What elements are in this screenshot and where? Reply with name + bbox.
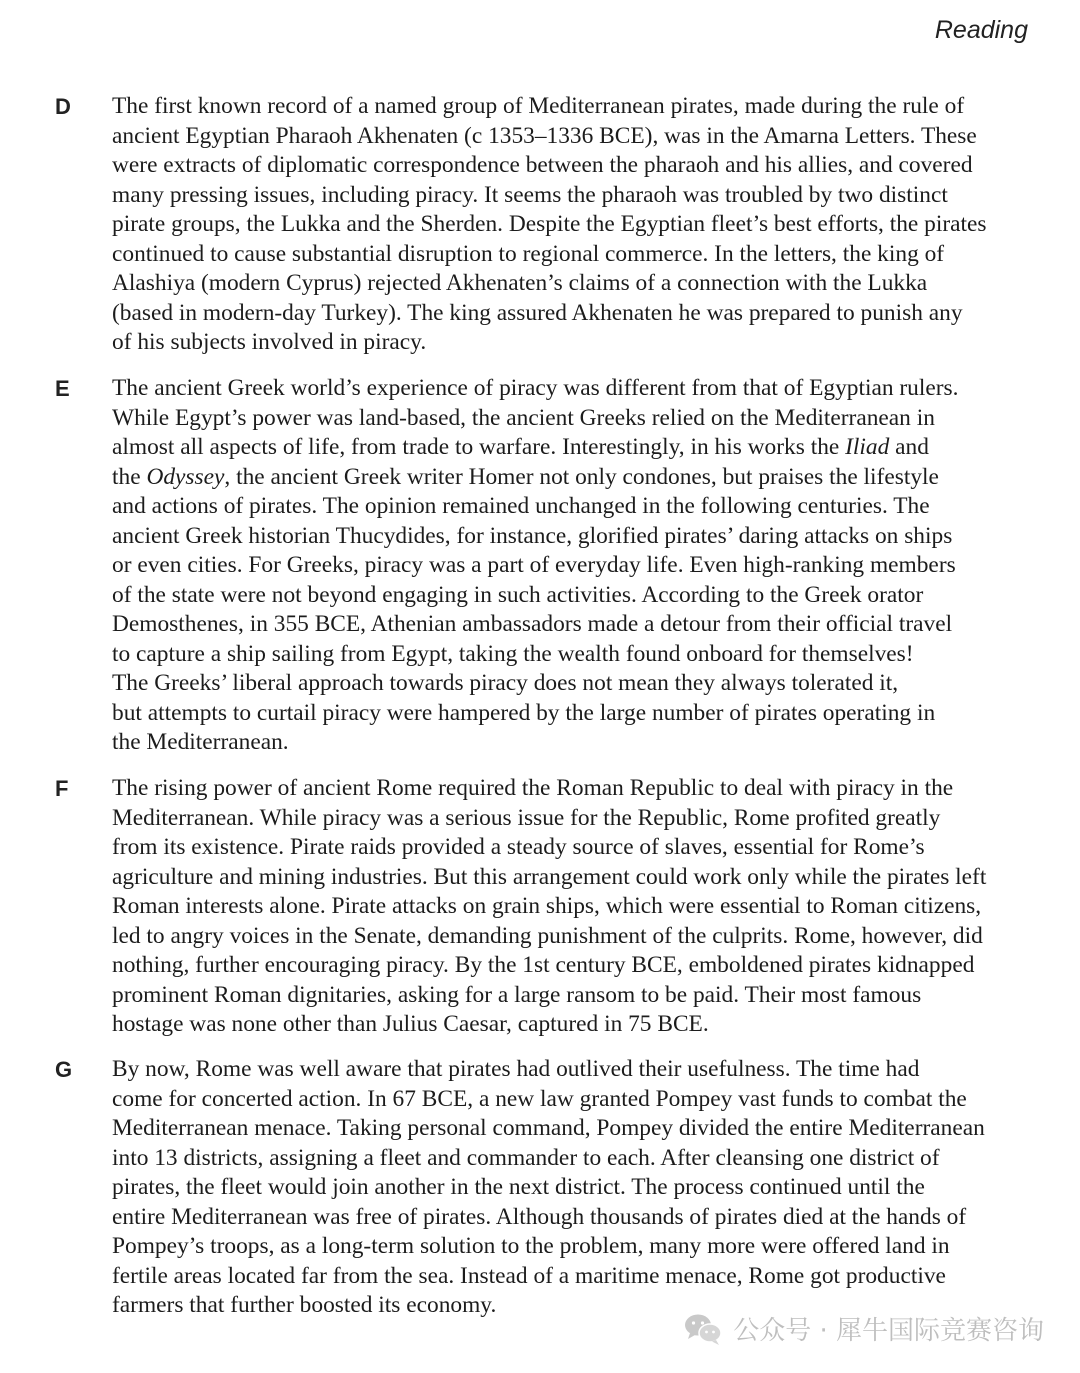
paragraph-letter: D [55, 94, 71, 119]
text-line [112, 463, 1032, 493]
paragraph-letter: F [55, 776, 69, 801]
text-line: Alashiya (modern Cyprus) rejected Akhenaten’s claims of a connection with the Lukka [112, 270, 928, 296]
text-line: pirates, the fleet would join another in the next district. The process continued until the [112, 1174, 925, 1200]
text-line: led to angry voices in the Senate, demanding punishment of the culprits. Rome, however, did [112, 922, 983, 949]
text-line: ancient Greek historian Thucydides, for instance, glorified pirates’ daring attacks on ships [112, 522, 953, 549]
work-title-odyssey: Odyssey [146, 463, 225, 490]
text-line: continued to cause substantial disruption to regional commerce. In the letters, the king of [112, 240, 945, 267]
text-line: or even cities. For Greeks, piracy was a part of everyday life. Even high-ranking members [112, 552, 956, 578]
text-line: to capture a ship sailing from Egypt, taking the wealth found onboard for themselves! [112, 640, 914, 667]
text-line: The ancient Greek world’s experience of piracy was different from that of Egyptian rulers. [112, 375, 959, 401]
paragraph-text [112, 92, 1032, 358]
text-line: were extracts of diplomatic correspondence between the pharaoh and his allies, and covered [112, 152, 973, 178]
watermark [683, 1310, 1044, 1347]
paragraph-text [112, 374, 1032, 758]
text-line: Pompey’s troops, as a long-term solution to the problem, many more were offered land in [112, 1233, 950, 1259]
text-line: come for concerted action. In 67 BCE, a new law granted Pompey vast funds to combat the [112, 1085, 967, 1112]
text-line: from its existence. Pirate raids provided a steady source of slaves, essential for Rome’s [112, 834, 925, 860]
paragraph-text [112, 1055, 1032, 1321]
work-title-iliad: Iliad [845, 434, 890, 460]
text-line: into 13 districts, assigning a fleet and commander to each. After cleansing one district of [112, 1144, 940, 1171]
watermark-text: 公众号 · 犀牛国际竞赛咨询 [733, 1316, 1044, 1346]
text-line [112, 433, 1032, 463]
text-line: Mediterranean. While piracy was a serious issue for the Republic, Rome profited greatly [112, 804, 941, 831]
text-line: The rising power of ancient Rome required the Roman Republic to deal with piracy in the [112, 775, 954, 801]
paragraph-letter: E [55, 376, 70, 401]
text-line: of his subjects involved in piracy. [112, 329, 427, 355]
wechat-icon [683, 1312, 723, 1346]
text-line: Roman interests alone. Pirate attacks on grain ships, which were essential to Roman citizens, [112, 893, 982, 919]
text-segment: almost all aspects of life, from trade to warfare. Interestingly, in his works the [112, 434, 846, 460]
text-line: but attempts to curtail piracy were hampered by the large number of pirates operating in [112, 699, 936, 726]
text-segment: and [889, 434, 929, 460]
text-line: The first known record of a named group of Mediterranean pirates, made during the rule of [112, 93, 965, 119]
text-segment: the [112, 463, 147, 490]
text-line: prominent Roman dignitaries, asking for a large ransom to be paid. Their most famous [112, 981, 922, 1008]
text-line: entire Mediterranean was free of pirates. Although thousands of pirates died at the hands of [112, 1203, 967, 1230]
text-line: farmers that further boosted its economy. [112, 1292, 497, 1318]
paragraph-letter: G [55, 1057, 73, 1082]
text-line: Demosthenes, in 355 BCE, Athenian ambassadors made a detour from their official travel [112, 611, 953, 637]
text-line: of the state were not beyond engaging in such activities. According to the Greek orator [112, 581, 924, 608]
text-line: hostage was none other than Julius Caesar, captured in 75 BCE. [112, 1011, 709, 1037]
text-line: fertile areas located far from the sea. Instead of a maritime menace, Rome got productive [112, 1262, 946, 1289]
text-line: Mediterranean menace. Taking personal command, Pompey divided the entire Mediterranean [112, 1115, 985, 1141]
text-line: and actions of pirates. The opinion remained unchanged in the following centuries. The [112, 493, 930, 519]
text-line: The Greeks’ liberal approach towards piracy does not mean they always tolerated it, [112, 670, 899, 696]
text-line: agriculture and mining industries. But this arrangement could work only while the pirates left [112, 863, 987, 890]
text-line: the Mediterranean. [112, 729, 289, 755]
text-line: (based in modern-day Turkey). The king assured Akhenaten he was prepared to punish any [112, 299, 963, 326]
text-line: While Egypt’s power was land-based, the ancient Greeks relied on the Mediterranean in [112, 404, 935, 431]
text-line: By now, Rome was well aware that pirates had outlived their usefulness. The time had [112, 1056, 920, 1082]
text-line: pirate groups, the Lukka and the Sherden. Despite the Egyptian fleet’s best efforts, the pirates [112, 211, 987, 237]
text-line: nothing, further encouraging piracy. By the 1st century BCE, emboldened pirates kidnapped [112, 952, 975, 978]
text-line: many pressing issues, including piracy. It seems the pharaoh was troubled by two distinct [112, 181, 948, 208]
text-segment: , the ancient Greek writer Homer not only condones, but praises the lifestyle [224, 463, 939, 490]
paragraph-text [112, 774, 1032, 1040]
section-header: Reading [934, 16, 1028, 44]
text-line: ancient Egyptian Pharaoh Akhenaten (c 1353–1336 BCE), was in the Amarna Letters. These [112, 122, 977, 149]
